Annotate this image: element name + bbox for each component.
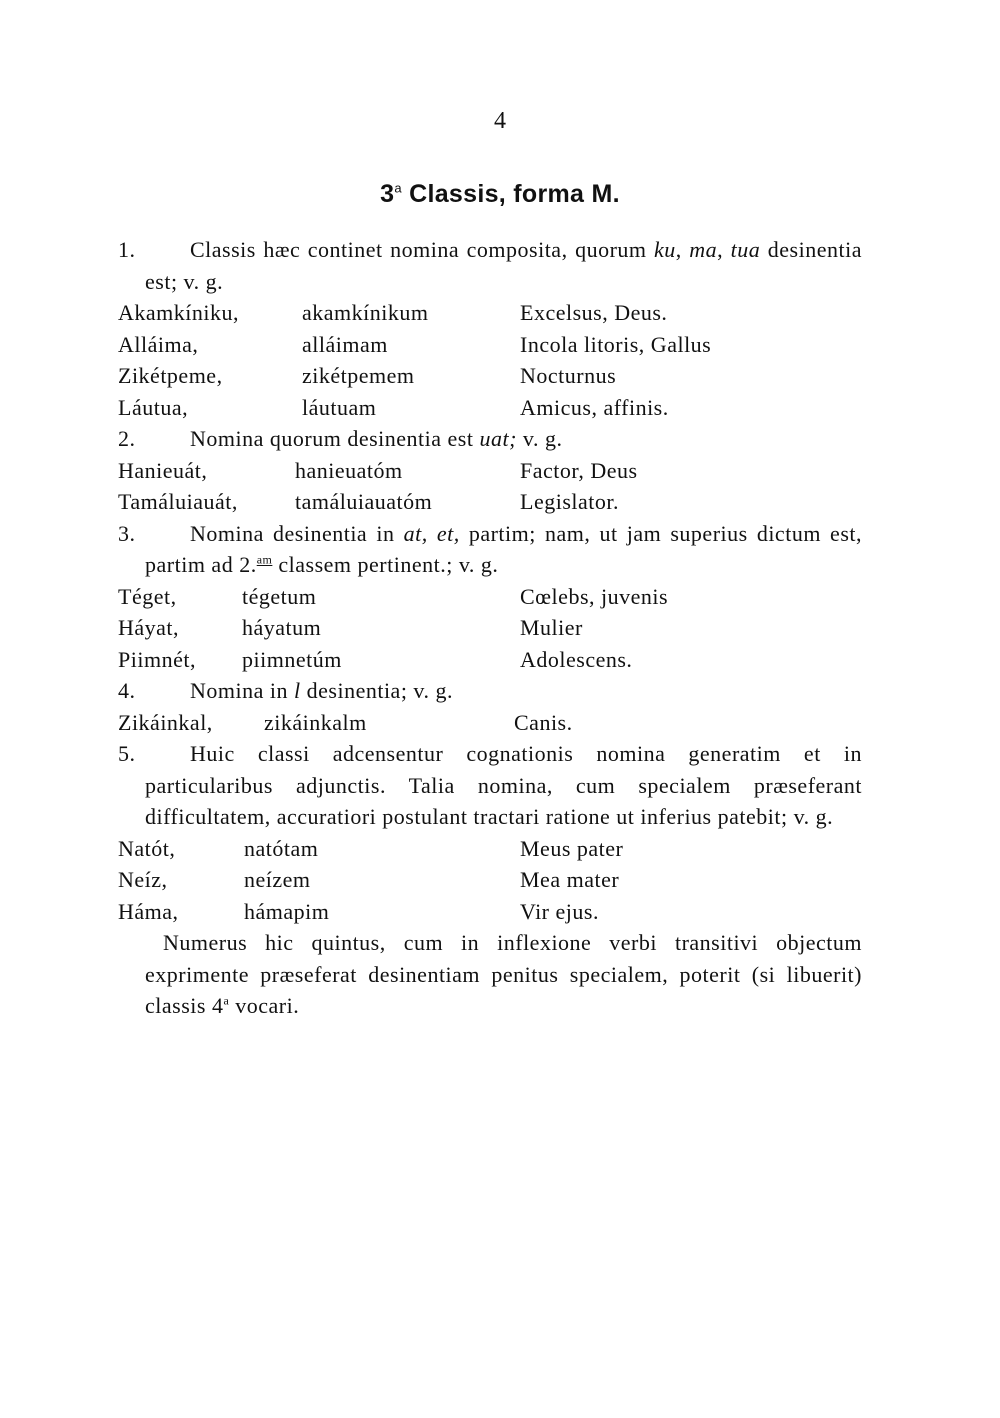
section-2-examples	[118, 455, 862, 518]
example-form: tégetum	[242, 583, 317, 609]
example-word: Natót,	[118, 835, 176, 861]
section-3-examples	[118, 581, 862, 676]
section-1-examples	[118, 297, 862, 423]
paragraph-text: partim; nam, ut jam superius dictum est, partim ad	[145, 520, 862, 577]
example-meaning: Vir ejus.	[520, 898, 599, 924]
suffix-ku: ku	[654, 237, 676, 262]
ordinal: 2.	[239, 552, 257, 577]
closing-paragraph	[118, 927, 862, 1022]
example-row	[118, 833, 862, 865]
example-meaning: Cœlebs, juvenis	[520, 583, 669, 609]
section-2-paragraph	[118, 423, 862, 455]
example-word: Láutua,	[118, 394, 189, 420]
section-number: 5.	[118, 741, 136, 766]
example-meaning: Meus pater	[520, 835, 624, 861]
paragraph-text: desinentia; v. g.	[300, 678, 454, 703]
example-word: Neíz,	[118, 867, 168, 892]
section-5-examples	[118, 833, 862, 928]
section-3-paragraph	[118, 518, 862, 581]
example-word: Zikáinkal,	[118, 709, 213, 735]
example-row	[118, 707, 862, 739]
example-form: neízem	[244, 867, 311, 892]
page-title	[0, 180, 1000, 209]
section-number: 3.	[118, 520, 136, 546]
example-row	[118, 581, 862, 613]
example-row	[118, 392, 862, 424]
example-form: hanieuatóm	[295, 457, 403, 483]
example-form: akamkínikum	[302, 300, 429, 325]
document-body	[118, 234, 862, 1022]
example-form: hámapim	[244, 898, 330, 924]
suffix-uat: uat;	[479, 426, 517, 451]
example-row	[118, 486, 862, 518]
example-word: Háyat,	[118, 615, 180, 640]
example-word: Piimnét,	[118, 646, 196, 672]
paragraph-text: desinentia est; v. g.	[145, 237, 862, 294]
example-form: láutuam	[302, 394, 377, 420]
example-meaning: Factor, Deus	[520, 457, 638, 483]
example-form: piimnetúm	[242, 646, 342, 672]
example-row	[118, 329, 862, 361]
paragraph-text: Classis hæc continet nomina composita, quorum	[190, 237, 655, 262]
separator	[723, 237, 731, 262]
example-form: alláimam	[302, 331, 388, 357]
example-meaning: Incola litoris, Gallus	[520, 331, 712, 357]
example-row	[118, 864, 862, 896]
paragraph-text: classem pertinent.; v. g.	[272, 552, 499, 577]
example-meaning: Amicus, affinis.	[520, 394, 669, 420]
example-row	[118, 360, 862, 392]
example-form: tamáluiauatóm	[295, 489, 433, 514]
example-meaning: Mea mater	[520, 867, 620, 892]
class-number-sup: a	[223, 993, 230, 1008]
example-meaning: Nocturnus	[520, 363, 617, 388]
title-text: Classis, forma M.	[409, 180, 620, 208]
section-5-paragraph	[118, 738, 862, 833]
section-4-paragraph	[118, 675, 862, 707]
example-meaning: Legislator.	[520, 489, 619, 514]
example-row	[118, 297, 862, 329]
example-word: Zikétpeme,	[118, 363, 223, 388]
paragraph-text: Nomina quorum desinentia est	[190, 426, 480, 451]
example-form: zikáinkalm	[264, 709, 367, 735]
class-number: 4	[211, 993, 224, 1018]
paragraph-text: Nomina desinentia in	[190, 520, 404, 546]
example-word: Alláima,	[118, 331, 199, 357]
example-word: Akamkíniku,	[118, 300, 239, 325]
section-number: 2.	[118, 426, 136, 451]
example-meaning: Canis.	[514, 709, 573, 735]
example-word: Tamáluiauát,	[118, 489, 238, 514]
paragraph-text: vocari.	[229, 993, 300, 1018]
title-ordinal: 3	[380, 180, 395, 208]
example-word: Téget,	[118, 583, 177, 609]
page-number: 4	[494, 108, 506, 134]
title-ordinal-sup: a	[394, 180, 402, 196]
ordinal-sup: am	[256, 552, 273, 567]
example-row	[118, 644, 862, 676]
paragraph-text: v. g.	[516, 426, 563, 451]
section-1-paragraph	[118, 234, 862, 297]
suffix-l: l	[294, 678, 301, 703]
example-meaning: Adolescens.	[520, 646, 633, 672]
example-word: Hanieuát,	[118, 457, 208, 483]
suffix-at-et: at, et,	[403, 520, 460, 546]
section-4-examples	[118, 707, 862, 739]
separator: ,	[717, 237, 724, 262]
section-number: 1.	[118, 237, 136, 262]
paragraph-text: Numerus hic quintus, cum in inflexione verbi transitivi objectum exprimente præseferat desinentiam penitus specialem, poterit (si libuerit) classis	[145, 930, 862, 1018]
example-row	[118, 455, 862, 487]
example-word: Háma,	[118, 898, 179, 924]
example-meaning: Mulier	[520, 615, 583, 640]
suffix-ma: ma	[689, 237, 718, 262]
example-meaning: Excelsus, Deus.	[520, 300, 668, 325]
example-form: zikétpemem	[302, 363, 415, 388]
example-form: háyatum	[242, 615, 322, 640]
example-row	[118, 896, 862, 928]
paragraph-text: Nomina in	[190, 678, 294, 703]
suffix-tua: tua	[730, 237, 761, 262]
paragraph-text: Huic classi adcensentur cognationis nomina generatim et in particularibus adjunctis. Talia nomina, cum specialem præseferant difficultatem, accuratiori postulant tractari ratione ut inferius patebit; v. g.	[145, 741, 862, 829]
example-row	[118, 612, 862, 644]
section-number: 4.	[118, 678, 136, 703]
separator: ,	[675, 237, 690, 262]
example-form: natótam	[244, 835, 319, 861]
